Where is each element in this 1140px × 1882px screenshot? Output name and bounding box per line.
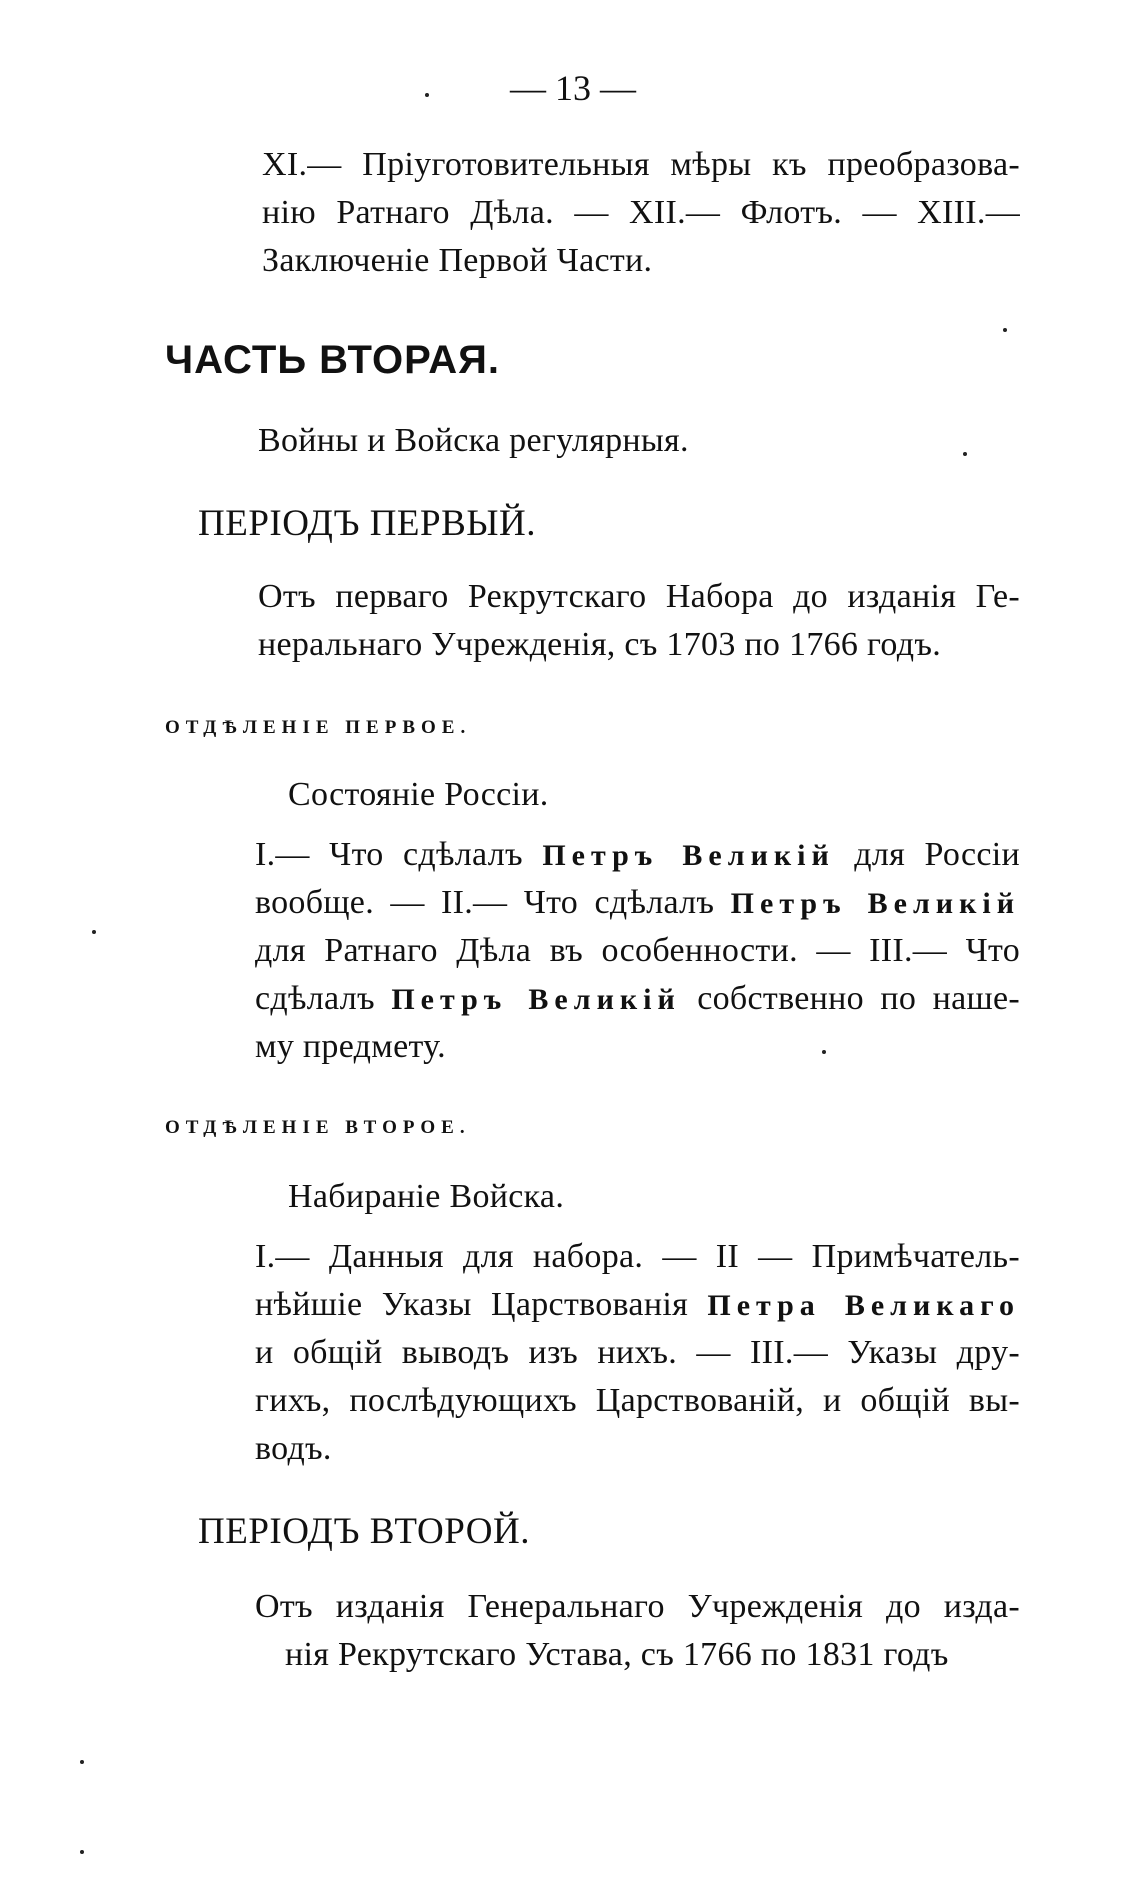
part-title: ЧАСТЬ ВТОРАЯ. <box>165 338 501 382</box>
section-1-subtitle: Состояніе Россіи. <box>288 776 549 813</box>
section-2-line-3: и общій выводъ изъ нихъ. — III.— Указы дру- <box>255 1334 1020 1371</box>
intro-line-1: XI.— Пріуготовительныя мѣры къ преобразова- <box>262 146 1020 183</box>
scan-speck <box>80 1850 84 1854</box>
period-2-desc-line-2: нія Рекрутскаго Устава, съ 1766 по 1831 годъ <box>285 1636 949 1673</box>
section-2-line-1: I.— Данныя для набора. — II — Примѣчатель- <box>255 1238 1020 1275</box>
intro-line-2: нію Ратнаго Дѣла. — XII.— Флотъ. — XIII.— <box>262 194 1020 231</box>
section-1-line-4: сдѣлалъ Петръ Великій собственно по наше- <box>255 980 1021 1017</box>
section-1-line-3: для Ратнаго Дѣла въ особенности. — III.— Что <box>255 932 1020 969</box>
section-2-line-2: нѣйшіе Указы Царствованія Петра Великаго <box>255 1286 1020 1323</box>
scan-speck <box>80 1760 84 1764</box>
section-1-line-1: I.— Что сдѣлалъ Петръ Великій для Россіи <box>255 836 1021 873</box>
period-2-title: ПЕРІОДЪ ВТОРОЙ. <box>198 1511 530 1552</box>
section-2-line-4: гихъ, послѣдующихъ Царствованій, и общій вы- <box>255 1382 1020 1419</box>
scan-speck <box>425 93 429 97</box>
scan-speck <box>822 1050 826 1054</box>
period-1-desc-line-1: Отъ перваго Рекрутскаго Набора до изданія Ге- <box>258 578 1020 615</box>
section-1-line-2: вообще. — II.— Что сдѣлалъ Петръ Великій <box>255 884 1020 921</box>
period-2-desc-line-1: Отъ изданія Генеральнаго Учрежденія до изда- <box>255 1588 1020 1625</box>
section-2-title: ОТДѢЛЕНІЕ ВТОРОЕ. <box>165 1117 471 1138</box>
page-number: — 13 — <box>510 68 636 108</box>
section-1-line-5: му предмету. <box>255 1028 446 1065</box>
name-petr-2: Петръ Великій <box>730 887 1020 920</box>
section-1-title: ОТДѢЛЕНІЕ ПЕРВОЕ. <box>165 717 472 738</box>
name-petr-3: Петръ Великій <box>391 983 681 1016</box>
scan-speck <box>92 930 96 934</box>
period-1-desc-line-2: неральнаго Учрежденія, съ 1703 по 1766 годъ. <box>258 626 942 663</box>
period-1-title: ПЕРІОДЪ ПЕРВЫЙ. <box>198 503 537 544</box>
name-petr-1: Петръ Великій <box>542 839 835 872</box>
name-petra: Петра Великаго <box>707 1289 1020 1322</box>
section-2-subtitle: Набираніе Войска. <box>288 1178 565 1215</box>
part-subtitle: Войны и Войска регулярныя. <box>258 422 689 459</box>
section-2-line-5: водъ. <box>255 1430 332 1467</box>
scan-speck <box>1003 328 1007 332</box>
scan-speck <box>963 452 967 456</box>
intro-line-3: Заключеніе Первой Части. <box>262 242 653 279</box>
